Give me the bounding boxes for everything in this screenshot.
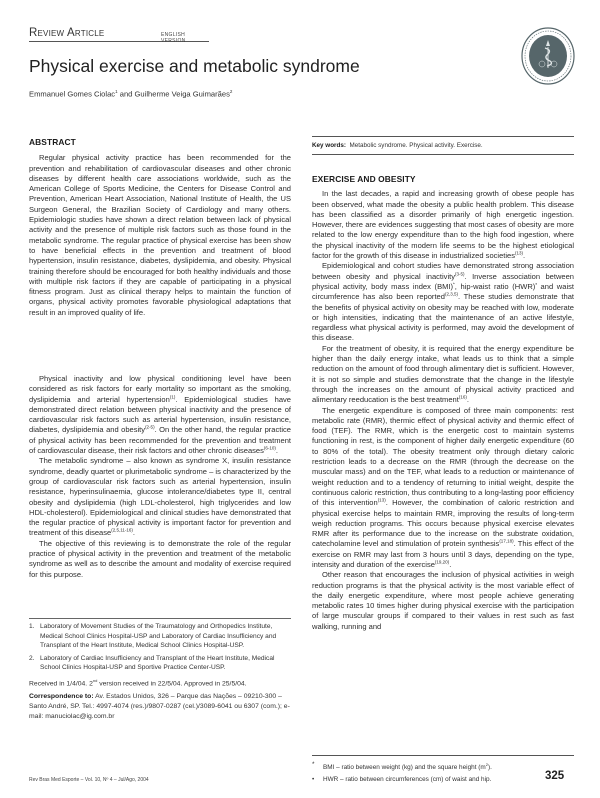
author-name: Emmanuel Gomes Ciolac	[29, 89, 116, 99]
body-paragraph: In the last decades, a rapid and increasing growth of obese people has been observed, what made the obesity a public health problem. This disease has been classified as a disorder primarily of high energetic ingestion. However, there are evidences suggesting that most cases of obesity are more related to the low energy expenditure than to the high food ingestion, where the physical inactivity of the modern life seems to be the highest etiological factor for the growth of this disease in industrialized societies$^{(13)}$.	[312, 189, 574, 261]
received-dates: Received in 1/4/04. 2nd version received in 22/5/04. Approved in 25/5/04.	[29, 677, 247, 687]
abstract-section	[29, 137, 291, 318]
abstract-heading: ABSTRACT	[29, 137, 76, 147]
keywords-value: Metabolic syndrome. Physical activity. Exercise.	[349, 142, 483, 149]
correspondence	[29, 692, 291, 722]
citation: (17,18)	[499, 538, 514, 544]
body-paragraph: Other reason that encourages the inclusion of physical activities in weigh reduction programs is that the physical activity is the most variable effect of the daily energetic expenditure, where most people achieve generating metabolic rates 10 times higher during physical exercise with the participation of large muscular groups if compared to their values in rest such as fast walking, running and	[312, 570, 574, 631]
footnote-mark: •	[535, 281, 537, 287]
article-title: Physical exercise and metabolic syndrome	[29, 56, 360, 76]
citation: (6-10)	[263, 445, 276, 451]
introduction-section	[29, 374, 291, 580]
society-seal-icon	[520, 26, 576, 86]
footnote-item: • HWR – ratio between circumferences (cm) of waist and hip.	[312, 775, 492, 783]
article-type-header	[29, 29, 209, 42]
footnotes	[312, 760, 574, 786]
keywords-box	[312, 136, 574, 155]
footnote-item: * BMI – ratio between weight (kg) and the square height $(m^2)$.	[312, 761, 492, 772]
author-affiliation-mark: 2	[229, 89, 233, 94]
journal-citation: Rev Bras Med Esporte – Vol. 10, Nº 4 – Jul/Ago, 2004	[29, 777, 149, 783]
exercise-obesity-section	[312, 174, 574, 632]
intro-paragraph: Physical inactivity and low physical conditioning level have been considered as risk factors for early mortality so important as the smoking, dyslipidemia and arterial hypertension$^{(1)}$. Epidemiological studies have demonstrated direct relation between physical inactivity and the presence of cardiovascular risk factors such as arterial hypertension, insulin resistance, diabetes, dyslipidemia and obesity$^{(2-5)}$. On the other hand, the regular practice of physical activity has been recommended for the prevention and treatment of cardiovascular disease, their risk factors and other chronic diseases$^{(6-10)}$.	[29, 374, 291, 456]
citation: (2,3,5)	[444, 291, 458, 297]
affiliation-item: 1. Laboratory of Movement Studies of the Traumatology and Orthopedics Institute, Medical School Clinics Hospital-USP and Laboratory of Cardiac Insufficiency and Transplant of the Heart Institute, Medical School Clinics Hospital-USP.	[29, 623, 277, 649]
citation: (13)	[515, 250, 524, 256]
keywords-label: Key words:	[312, 142, 346, 149]
author-name: Guilherme Veiga Guimarães	[134, 89, 230, 99]
affiliations-block	[29, 622, 291, 722]
section-heading: EXERCISE AND OBESITY	[312, 174, 416, 184]
author-list	[29, 89, 232, 99]
abstract-text: Regular physical activity practice has been recommended for the prevention and rehabilitation of cardiovascular diseases and other chronic diseases by different health care associations worldwide, such as the American College of Sports Medicine, the Centers for Disease Control and Prevention, American Heart Association, National Institute of Health, the US Surgeon General, the Brazilian Society of Cardiology and many others. Epidemiologic studies have shown a direct relation between lack of physical activity and the presence of multiple risk factors such as those found in the metabolic syndrome. The regular practice of physical exercise has been show to have beneficial effects in the prevention and treatment of blood hypertension, insulin resistance, diabetes, dyslipidemia, and obesity. Physical training therefore should be encouraged for both healthy individuals and those with multiple risk factors if they are capable of participating in a physical fitness program. Just as clinical therapy helps to maintain the function of organs, physical activity promotes favorable physiological adaptations that result in an improved quality of life.	[29, 153, 291, 317]
citation: (19,20)	[434, 559, 450, 565]
body-paragraph: Epidemiological and cohort studies have demonstrated strong association between obesity and physical inactivity$^{(3-5)}$. Inverse association between physical activity, body mass index (BMI)*, hip-waist ratio (HWR)• and waist circumference has also been reported$^{(2,3,5)}$. These studies demonstrate that the benefits of physical activity on obesity may be reached with low, moderate or high intensities, indicating that the maintenance of an active lifestyle, regardless what physical activity is performed, may avoid the development of this disease.	[312, 261, 574, 343]
author-joiner: and	[117, 89, 135, 99]
correspondence-label: Correspondence to:	[29, 693, 94, 701]
citation: (13)	[377, 497, 386, 503]
citation: (3-5)	[455, 271, 465, 277]
intro-paragraph: The objective of this reviewing is to demonstrate the role of the regular practice of physical activity in the prevention and treatment of the metabolic syndrome as well as to describe the amount and modality of exercise required for this purpose.	[29, 538, 291, 579]
article-type-label: Review Article	[29, 27, 105, 39]
author-affiliation-mark: 1	[115, 89, 118, 94]
affiliation-item: 2. Laboratory of Cardiac Insufficiency and Transplant of the Heart Institute, Medical School Clinics Hospital-USP and Sportive Practice Center-USP.	[29, 654, 275, 671]
correspondence-address: Av. Estados Unidos, 326 – Parque das Nações – 09210-300 – Santo André, SP. Tel.: 4997-4074 (res.)/9807-0287 (cel.)/3089-6041 ou 6307 (com.); e-mail: manuciolac@ig.com.br	[29, 693, 290, 721]
footnotes-divider	[312, 755, 574, 756]
footnote-mark: *	[453, 281, 455, 287]
language-label: ENGLISH VERSION	[161, 32, 186, 44]
citation: (2-5)	[145, 424, 155, 430]
body-paragraph: The energetic expenditure is composed of three main components: rest metabolic rate (RMR), thermic effect of physical activity and thermic effect of food (TEF). The RMR, which is the energetic cost to maintain systems functioning in rest, is the component of higher daily energetic expenditure (60 to 80% of the total). The obesity treatment only through dietary caloric restriction leads to a decrease on the RMR (through the decrease on the muscular mass) and on the TEF, what leads to a reduction or maintenance of weight reduction and to a tendency of returning to initial weight, despite the continuous caloric restriction, thus contributing to a long-lasting poor efficiency of this intervention$^{(13)}$. However, the combination of caloric restriction and physical exercise helps to maintain RMR, improving the results of long-term weigh reduction programs. This occurs because physical exercise elevates RMR after its performance due to the increase on the substrate oxidation, catecholamine level and stimulation of protein synthesis$^{(17,18)}$. This effect of the exercise on RMR may last from 3 hours until 3 days, depending on the type, intensity and duration of the exercise$^{(19,20)}$.	[312, 405, 575, 569]
affiliations-divider	[29, 618, 291, 619]
body-paragraph: For the treatment of obesity, it is required that the energy expenditure be higher than the daily energy intake, what leads us to think that a simple reduction on the amount of food through alimentary diet is sufficient. However, it is not so simple and studies demonstrate that the change in the lifestyle through the increases on the amount of physical activity practiced and alimentary reeducation is the best treatment$^{(16)}$.	[312, 343, 574, 405]
citation: (1)	[169, 394, 176, 400]
citation: (16)	[458, 394, 467, 400]
page-number: 325	[545, 770, 565, 782]
intro-paragraph: The metabolic syndrome – also known as syndrome X, insulin resistance syndrome, deadly quartet or plurimetabolic syndrome – is characterized by the group of cardiovascular risk factors such as arterial hypertension, insulin resistance, hyperinsulinaemia, glucose intolerance/diabetes type II, central obesity and dyslipidemia (high LDL-cholesterol, high triglycerides and low HDL-cholesterol). Epidemiological and clinical studies have demonstrated that the regular practice of physical activity is important factor for prevention and treatment of this disease$^{(2,5,11-16)}$.	[29, 456, 291, 538]
citation: (2,5,11-16)	[111, 527, 133, 533]
